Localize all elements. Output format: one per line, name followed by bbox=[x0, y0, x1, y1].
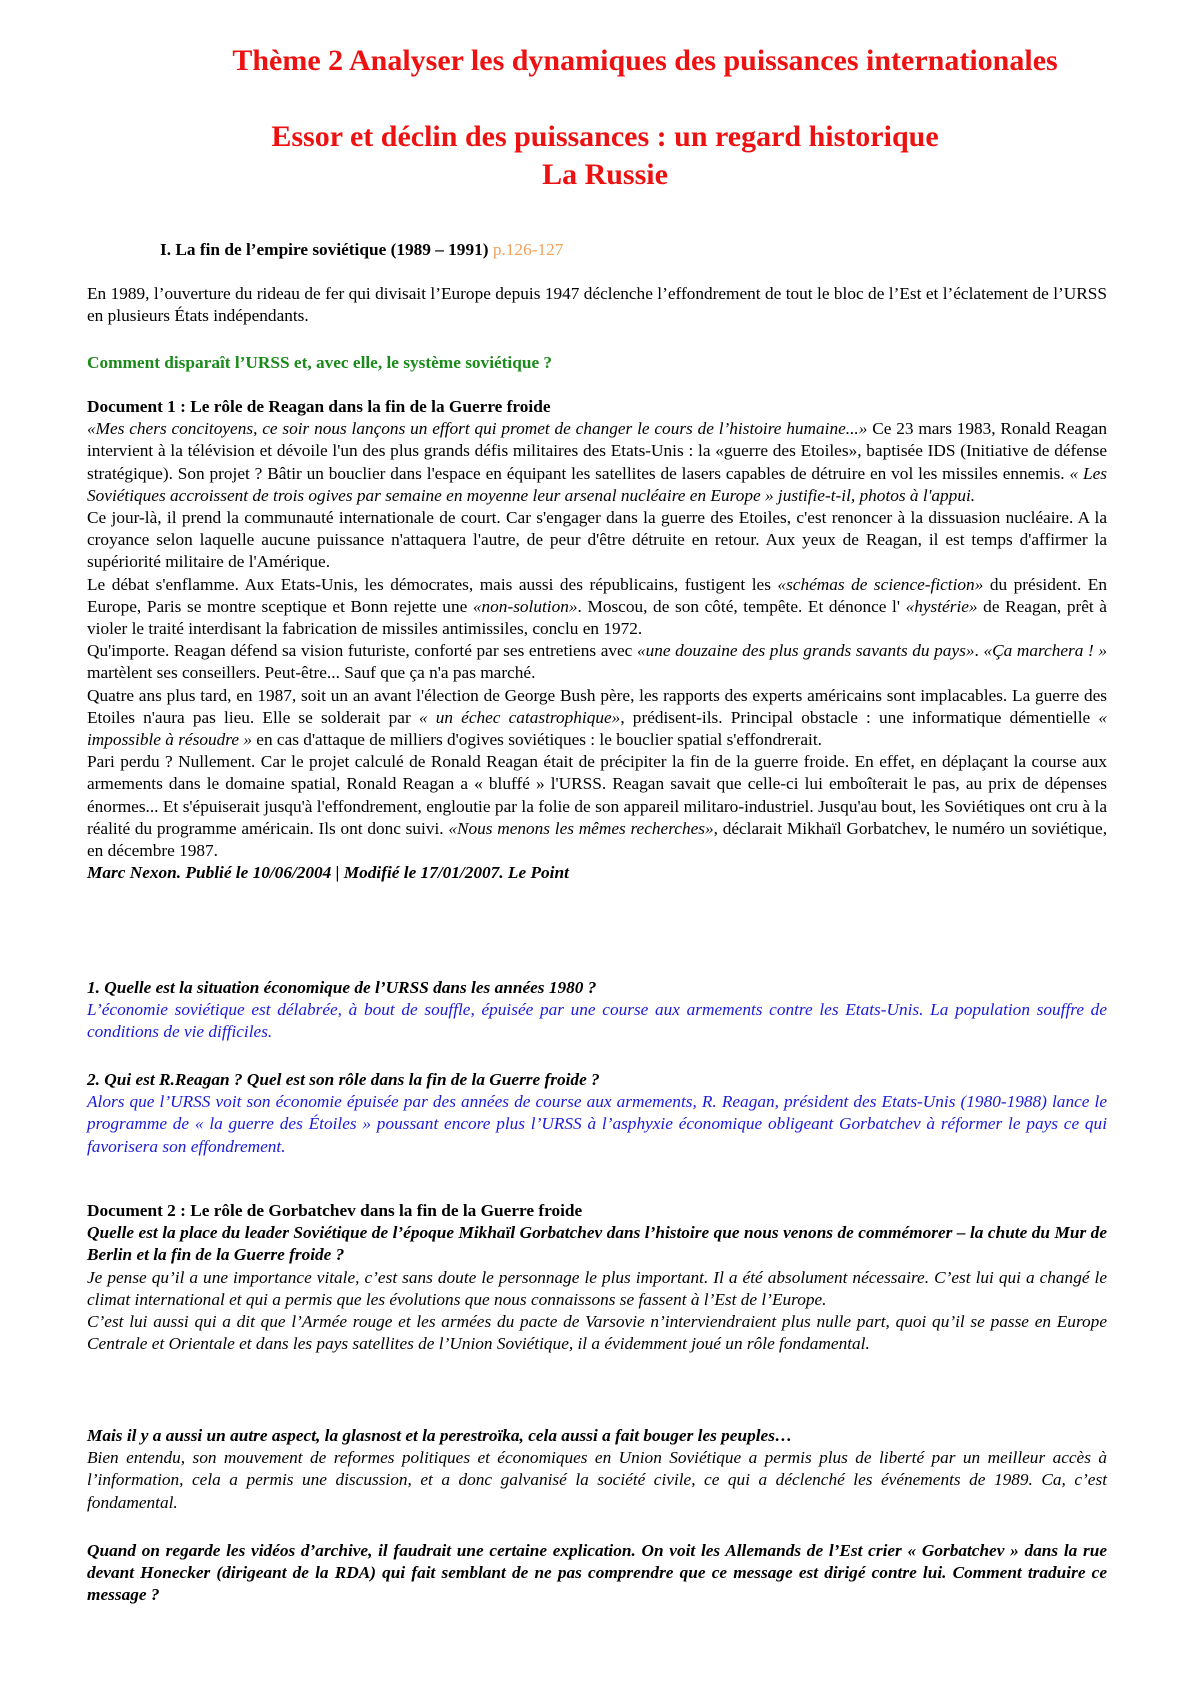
doc1-question-1: 1. Quelle est la situation économique de l’URSS dans les années 1980 ? bbox=[87, 978, 597, 997]
document-2 bbox=[87, 1200, 1107, 1355]
doc1-answer-1: L’économie soviétique est délabrée, à bout de souffle, épuisée par une course aux armements contre les Etats-Unis. La population souffre de conditions de vie difficiles. bbox=[87, 1000, 1107, 1042]
text-run: «hystérie» bbox=[905, 596, 978, 616]
text-run: , déclarait Mikhaïl Gorbatchev, le numéro un soviétique, en décembre 1987. bbox=[87, 818, 1108, 861]
doc2-question-3-block bbox=[87, 1540, 1107, 1607]
doc2-question-2-block bbox=[87, 1425, 1107, 1514]
doc2-title: Document 2 : Le rôle de Gorbatchev dans la fin de la Guerre froide bbox=[87, 1201, 583, 1220]
doc1-title: Document 1 : Le rôle de Reagan dans la fin de la Guerre froide bbox=[87, 397, 551, 416]
text-run: justifie-t-il, photos à l'appui. bbox=[773, 485, 976, 505]
text-run: . bbox=[974, 641, 984, 661]
doc2-question-3: Quand on regarde les vidéos d’archive, il faudrait une certaine explication. On voit les Allemands de l’Est crier « Gorbatchev » dans la rue devant Honecker (dirigeant de la RDA) qui fait semblant de ne pas comprendre que ce message est dirigé contre lui. Comment traduire ce message ? bbox=[87, 1541, 1107, 1605]
section-title: I. La fin de l’empire soviétique (1989 – 1991) bbox=[160, 240, 489, 259]
section-intro bbox=[87, 283, 1107, 327]
text-run: Quatre ans plus tard, en 1987, soit un an avant l'élection de George Bush père, les rapports des experts américains sont implacables. La guerre des Etoiles n'aura pas lieu. Elle se solderait par bbox=[87, 685, 1107, 727]
country-title: La Russie bbox=[542, 158, 668, 191]
text-run: martèlent ses conseillers. Peut-être... Sauf que ça n'a pas marché. bbox=[87, 663, 536, 683]
text-run: Le débat s'enflamme. Aux Etats-Unis, les démocrates, mais aussi des républicains, fustigent les bbox=[87, 574, 778, 594]
text-run: «Ça marchera ! » bbox=[983, 641, 1108, 661]
theme-title: Thème 2 Analyser les dynamiques des puissances internationales bbox=[232, 44, 1058, 77]
doc1-paragraph-5 bbox=[87, 685, 1107, 752]
text-run: en cas d'attaque de milliers d'ogives soviétiques : le bouclier spatial s'effondrerait. bbox=[251, 730, 822, 750]
page-reference: p.126-127 bbox=[492, 240, 564, 259]
doc2-question-1: Quelle est la place du leader Soviétique de l’époque Mikhaïl Gorbatchev dans l’histoire que nous venons de commémorer – la chute du Mur de Berlin et la fin de la Guerre froide ? bbox=[87, 1223, 1107, 1265]
doc1-paragraph-2: Ce jour-là, il prend la communauté internationale de court. Car s'engager dans la guerre des Etoiles, c'est renoncer à la dissuasion nucléaire. A la croyance selon laquelle aucune puissance n'attaquera l'autre, de peur d'être détruite en retour. Aux yeux de Reagan, il est temps d'affirmer la supériorité militaire de l'Amérique. bbox=[87, 508, 1107, 572]
text-run: Pari perdu ? Nullement. Car le projet calculé de Ronald Reagan était de précipiter la fin de la guerre froide. En effet, en déplaçant la course aux armements dans le domaine spatial, Ronald Reagan a « bluffé » l'URSS. Reagan savait que celle-ci lui emboîterait le pas, au prix de dépenses énormes... Et s'épuiserait jusqu'à l'effondrement, engloutie par la folie de son appareil militaro-industriel. Jusqu'au bout, les Soviétiques ont cru à la réalité du programme américain. Ils ont donc suivi. bbox=[87, 752, 1107, 838]
text-run: Qu'importe. Reagan défend sa vision futuriste, conforté par ses entretiens avec bbox=[87, 641, 637, 661]
text-run: «non-solution» bbox=[472, 596, 578, 616]
doc2-question-2: Mais il y a aussi un autre aspect, la glasnost et la perestroïka, cela aussi a fait bouger les peuples… bbox=[87, 1426, 793, 1445]
text-run: «schémas de science-fiction» bbox=[777, 574, 984, 594]
doc1-paragraph-6 bbox=[87, 751, 1107, 862]
doc2-answer-1b: C’est lui aussi qui a dit que l’Armée rouge et les armées du pacte de Varsovie n’interviendraient plus nulle part, quoi qu’il se passe en Europe Centrale et Orientale et dans les pays satellites de l’Union Soviétique, il a évidemment joué un rôle fondamental. bbox=[87, 1312, 1107, 1354]
text-run: « impossible à résoudre » bbox=[87, 707, 1107, 750]
doc1-question-1-block bbox=[87, 977, 1107, 1044]
section-heading bbox=[160, 240, 563, 260]
doc1-question-2-block bbox=[87, 1069, 1107, 1158]
doc1-answer-2: Alors que l’URSS voit son économie épuisée par des années de course aux armements, R. Reagan, président des Etats-Unis (1980-1988) lance le programme de « la guerre des Étoiles » poussant encore plus l’URSS à l’asphyxie économique obligeant Gorbatchev à réformer le pays ce qui favorisera son effondrement. bbox=[87, 1092, 1107, 1156]
doc2-answer-1a: Je pense qu’il a une importance vitale, c’est sans doute le personnage le plus important. Il a été absolument nécessaire. C’est lui qui a changé le climat international et qui a permis que les évolutions que nous connaissons se fassent à l’Est de l’Europe. bbox=[87, 1267, 1107, 1309]
text-run: « Les Soviétiques accroissent de trois ogives par semaine en moyenne leur arsenal nucléaire en Europe » bbox=[87, 463, 1108, 505]
problem-question: Comment disparaît l’URSS et, avec elle, le système soviétique ? bbox=[87, 353, 553, 372]
text-run: «une douzaine des plus grands savants du pays» bbox=[636, 641, 975, 661]
doc1-paragraph-3 bbox=[87, 574, 1107, 641]
text-run: de Reagan, prêt à violer le traité interdisant la fabrication de missiles antimissiles, conclu en 1972. bbox=[87, 596, 1107, 639]
document-1 bbox=[87, 396, 1107, 884]
text-run: « un échec catastrophique» bbox=[418, 707, 621, 727]
doc1-source: Marc Nexon. Publié le 10/06/2004 | Modifié le 17/01/2007. Le Point bbox=[87, 863, 569, 883]
doc2-answer-2: Bien entendu, son mouvement de reformes politiques et économiques en Union Soviétique a permis plus de liberté par un meilleur accès à l’information, cela a permis une discussion, et a donc galvanisé la société civile, ce qui a déclenché les événements de 1989. Ca, c’est fondamental. bbox=[87, 1448, 1107, 1512]
text-run: «Nous menons les mêmes recherches» bbox=[448, 818, 714, 838]
text-run: , prédisent-ils. Principal obstacle : une informatique démentielle bbox=[620, 707, 1099, 727]
text-run: du président. En Europe, Paris se montre sceptique et Bonn rejette une bbox=[87, 574, 1107, 616]
doc1-paragraph-4 bbox=[87, 640, 1107, 684]
doc1-question-2: 2. Qui est R.Reagan ? Quel est son rôle dans la fin de la Guerre froide ? bbox=[87, 1070, 600, 1089]
chapter-title: Essor et déclin des puissances : un regard historique bbox=[271, 120, 939, 153]
text-run: . Moscou, de son côté, tempête. Et dénonce l' bbox=[577, 596, 906, 616]
intro-paragraph: En 1989, l’ouverture du rideau de fer qui divisait l’Europe depuis 1947 déclenche l’effondrement de tout le bloc de l’Est et l’éclatement de l’URSS en plusieurs États indépendants. bbox=[87, 284, 1107, 326]
text-run: «Mes chers concitoyens, ce soir nous lançons un effort qui promet de changer le cours de l’histoire humaine...» bbox=[87, 419, 868, 439]
doc1-paragraph-1 bbox=[87, 418, 1107, 507]
text-run: Ce 23 mars 1983, Ronald Reagan intervient à la télévision et dévoile l'un des plus grands défis militaires des Etats-Unis : la «guerre des Etoiles», baptisée IDS (Initiative de défense stratégique). Son projet ? Bâtir un bouclier dans l'espace en équipant les satellites de lasers capables de détruire en vol les missiles ennemis. bbox=[87, 419, 1107, 483]
